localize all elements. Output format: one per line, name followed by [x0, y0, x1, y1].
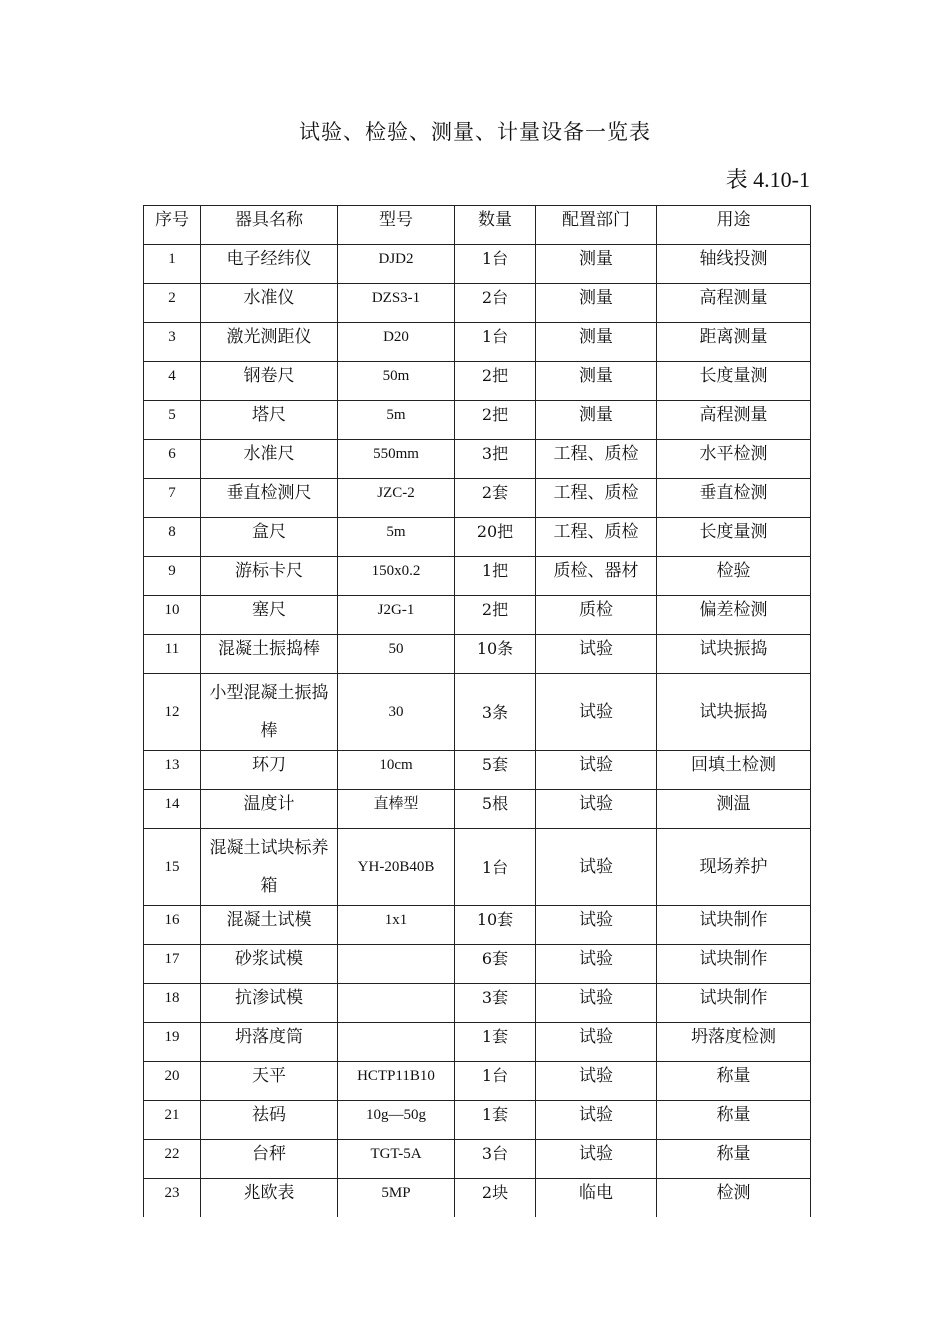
cell-purpose: 称量	[657, 1101, 811, 1140]
cell-model: 30	[338, 674, 455, 751]
cell-model: 5MP	[338, 1179, 455, 1218]
cell-quantity: 2把	[455, 401, 536, 440]
cell-name: 小型混凝土振捣棒	[201, 674, 338, 751]
cell-purpose: 现场养护	[657, 829, 811, 906]
cell-purpose: 回填土检测	[657, 751, 811, 790]
cell-model: 550mm	[338, 440, 455, 479]
table-number: 表 4.10-1	[725, 167, 810, 192]
cell-department: 试验	[536, 1062, 657, 1101]
table-row	[144, 829, 811, 906]
cell-name: 电子经纬仪	[201, 245, 338, 284]
cell-quantity: 1把	[455, 557, 536, 596]
cell-model: 5m	[338, 518, 455, 557]
cell-serial: 21	[144, 1101, 201, 1140]
cell-model	[338, 1023, 455, 1062]
cell-serial: 18	[144, 984, 201, 1023]
cell-department: 测量	[536, 284, 657, 323]
cell-serial: 3	[144, 323, 201, 362]
cell-purpose: 试块制作	[657, 945, 811, 984]
table-row	[144, 479, 811, 518]
cell-serial: 15	[144, 829, 201, 906]
header-model: 型号	[338, 206, 455, 245]
cell-department: 试验	[536, 945, 657, 984]
cell-model: JZC-2	[338, 479, 455, 518]
cell-purpose: 距离测量	[657, 323, 811, 362]
cell-quantity: 3条	[455, 674, 536, 751]
cell-quantity: 10套	[455, 906, 536, 945]
cell-name: 游标卡尺	[201, 557, 338, 596]
cell-name: 水准尺	[201, 440, 338, 479]
cell-purpose: 称量	[657, 1140, 811, 1179]
table-row	[144, 557, 811, 596]
cell-department: 临电	[536, 1179, 657, 1218]
cell-serial: 12	[144, 674, 201, 751]
table-row	[144, 401, 811, 440]
cell-quantity: 5套	[455, 751, 536, 790]
header-name: 器具名称	[201, 206, 338, 245]
cell-model: 10cm	[338, 751, 455, 790]
cell-department: 试验	[536, 635, 657, 674]
cell-serial: 4	[144, 362, 201, 401]
cell-serial: 1	[144, 245, 201, 284]
cell-purpose: 高程测量	[657, 284, 811, 323]
table-row	[144, 596, 811, 635]
cell-purpose: 偏差检测	[657, 596, 811, 635]
cell-department: 试验	[536, 829, 657, 906]
cell-quantity: 20把	[455, 518, 536, 557]
table-row	[144, 245, 811, 284]
cell-serial: 13	[144, 751, 201, 790]
table-row	[144, 1179, 811, 1218]
cell-model: 10g—50g	[338, 1101, 455, 1140]
table-row	[144, 440, 811, 479]
cell-quantity: 1套	[455, 1101, 536, 1140]
cell-name: 祛码	[201, 1101, 338, 1140]
cell-name: 混凝土试块标养箱	[201, 829, 338, 906]
cell-serial: 11	[144, 635, 201, 674]
cell-name: 兆欧表	[201, 1179, 338, 1218]
cell-department: 试验	[536, 984, 657, 1023]
table-row	[144, 518, 811, 557]
cell-department: 测量	[536, 245, 657, 284]
document-title: 试验、检验、测量、计量设备一览表	[299, 120, 651, 144]
cell-serial: 8	[144, 518, 201, 557]
cell-model	[338, 945, 455, 984]
table-row	[144, 1023, 811, 1062]
cell-model: DJD2	[338, 245, 455, 284]
cell-quantity: 2把	[455, 362, 536, 401]
table-row	[144, 674, 811, 751]
cell-quantity: 10条	[455, 635, 536, 674]
cell-purpose: 试块振捣	[657, 635, 811, 674]
cell-model: 1x1	[338, 906, 455, 945]
cell-quantity: 6套	[455, 945, 536, 984]
table-row	[144, 945, 811, 984]
cell-model: 150x0.2	[338, 557, 455, 596]
cell-department: 工程、质检	[536, 518, 657, 557]
cell-department: 质检	[536, 596, 657, 635]
cell-name: 盒尺	[201, 518, 338, 557]
cell-department: 试验	[536, 751, 657, 790]
cell-model: 5m	[338, 401, 455, 440]
cell-model	[338, 984, 455, 1023]
cell-name: 砂浆试模	[201, 945, 338, 984]
cell-department: 试验	[536, 1101, 657, 1140]
cell-quantity: 1台	[455, 1062, 536, 1101]
cell-quantity: 2块	[455, 1179, 536, 1218]
cell-quantity: 5根	[455, 790, 536, 829]
cell-department: 试验	[536, 790, 657, 829]
cell-department: 试验	[536, 906, 657, 945]
cell-serial: 7	[144, 479, 201, 518]
cell-quantity: 1套	[455, 1023, 536, 1062]
cell-name: 温度计	[201, 790, 338, 829]
cell-serial: 14	[144, 790, 201, 829]
cell-name: 塔尺	[201, 401, 338, 440]
cell-model: DZS3-1	[338, 284, 455, 323]
table-row	[144, 323, 811, 362]
cell-department: 测量	[536, 362, 657, 401]
cell-quantity: 2台	[455, 284, 536, 323]
cell-name: 天平	[201, 1062, 338, 1101]
cell-name: 水准仪	[201, 284, 338, 323]
cell-model: 50m	[338, 362, 455, 401]
table-row	[144, 984, 811, 1023]
cell-model: 直棒型	[338, 790, 455, 829]
cell-serial: 19	[144, 1023, 201, 1062]
table-row	[144, 1140, 811, 1179]
cell-name: 塞尺	[201, 596, 338, 635]
cell-serial: 16	[144, 906, 201, 945]
cell-purpose: 称量	[657, 1062, 811, 1101]
cell-serial: 9	[144, 557, 201, 596]
table-row	[144, 751, 811, 790]
header-quantity: 数量	[455, 206, 536, 245]
cell-serial: 5	[144, 401, 201, 440]
cell-department: 工程、质检	[536, 479, 657, 518]
cell-model: 50	[338, 635, 455, 674]
cell-purpose: 长度量测	[657, 362, 811, 401]
cell-department: 试验	[536, 674, 657, 751]
cell-serial: 17	[144, 945, 201, 984]
cell-name: 混凝土振捣棒	[201, 635, 338, 674]
cell-model: J2G-1	[338, 596, 455, 635]
cell-department: 试验	[536, 1140, 657, 1179]
cell-model: YH-20B40B	[338, 829, 455, 906]
cell-quantity: 3把	[455, 440, 536, 479]
header-purpose: 用途	[657, 206, 811, 245]
cell-purpose: 试块制作	[657, 906, 811, 945]
cell-purpose: 坍落度检测	[657, 1023, 811, 1062]
cell-name: 激光测距仪	[201, 323, 338, 362]
cell-purpose: 轴线投测	[657, 245, 811, 284]
table-row	[144, 635, 811, 674]
equipment-table	[143, 205, 811, 1217]
cell-name: 混凝土试模	[201, 906, 338, 945]
cell-purpose: 长度量测	[657, 518, 811, 557]
cell-name: 坍落度筒	[201, 1023, 338, 1062]
cell-department: 测量	[536, 401, 657, 440]
cell-name: 台秤	[201, 1140, 338, 1179]
cell-serial: 2	[144, 284, 201, 323]
cell-quantity: 3套	[455, 984, 536, 1023]
cell-purpose: 水平检测	[657, 440, 811, 479]
table-row	[144, 790, 811, 829]
table-row	[144, 362, 811, 401]
cell-serial: 6	[144, 440, 201, 479]
cell-purpose: 试块制作	[657, 984, 811, 1023]
table-row	[144, 1062, 811, 1101]
cell-department: 测量	[536, 323, 657, 362]
table-row	[144, 1101, 811, 1140]
cell-serial: 10	[144, 596, 201, 635]
cell-model: D20	[338, 323, 455, 362]
cell-serial: 22	[144, 1140, 201, 1179]
cell-purpose: 试块振捣	[657, 674, 811, 751]
cell-name: 环刀	[201, 751, 338, 790]
cell-department: 质检、器材	[536, 557, 657, 596]
header-serial: 序号	[144, 206, 201, 245]
cell-model: HCTP11B10	[338, 1062, 455, 1101]
cell-quantity: 2把	[455, 596, 536, 635]
cell-purpose: 高程测量	[657, 401, 811, 440]
cell-model: TGT-5A	[338, 1140, 455, 1179]
table-header-row	[144, 206, 811, 245]
cell-name: 垂直检测尺	[201, 479, 338, 518]
cell-purpose: 测温	[657, 790, 811, 829]
table-row	[144, 284, 811, 323]
header-department: 配置部门	[536, 206, 657, 245]
cell-name: 钢卷尺	[201, 362, 338, 401]
cell-quantity: 1台	[455, 323, 536, 362]
cell-department: 试验	[536, 1023, 657, 1062]
table-row	[144, 906, 811, 945]
cell-quantity: 2套	[455, 479, 536, 518]
cell-quantity: 3台	[455, 1140, 536, 1179]
cell-purpose: 检验	[657, 557, 811, 596]
cell-quantity: 1台	[455, 245, 536, 284]
cell-quantity: 1台	[455, 829, 536, 906]
cell-serial: 20	[144, 1062, 201, 1101]
cell-purpose: 检测	[657, 1179, 811, 1218]
cell-name: 抗渗试模	[201, 984, 338, 1023]
cell-department: 工程、质检	[536, 440, 657, 479]
cell-purpose: 垂直检测	[657, 479, 811, 518]
cell-serial: 23	[144, 1179, 201, 1218]
